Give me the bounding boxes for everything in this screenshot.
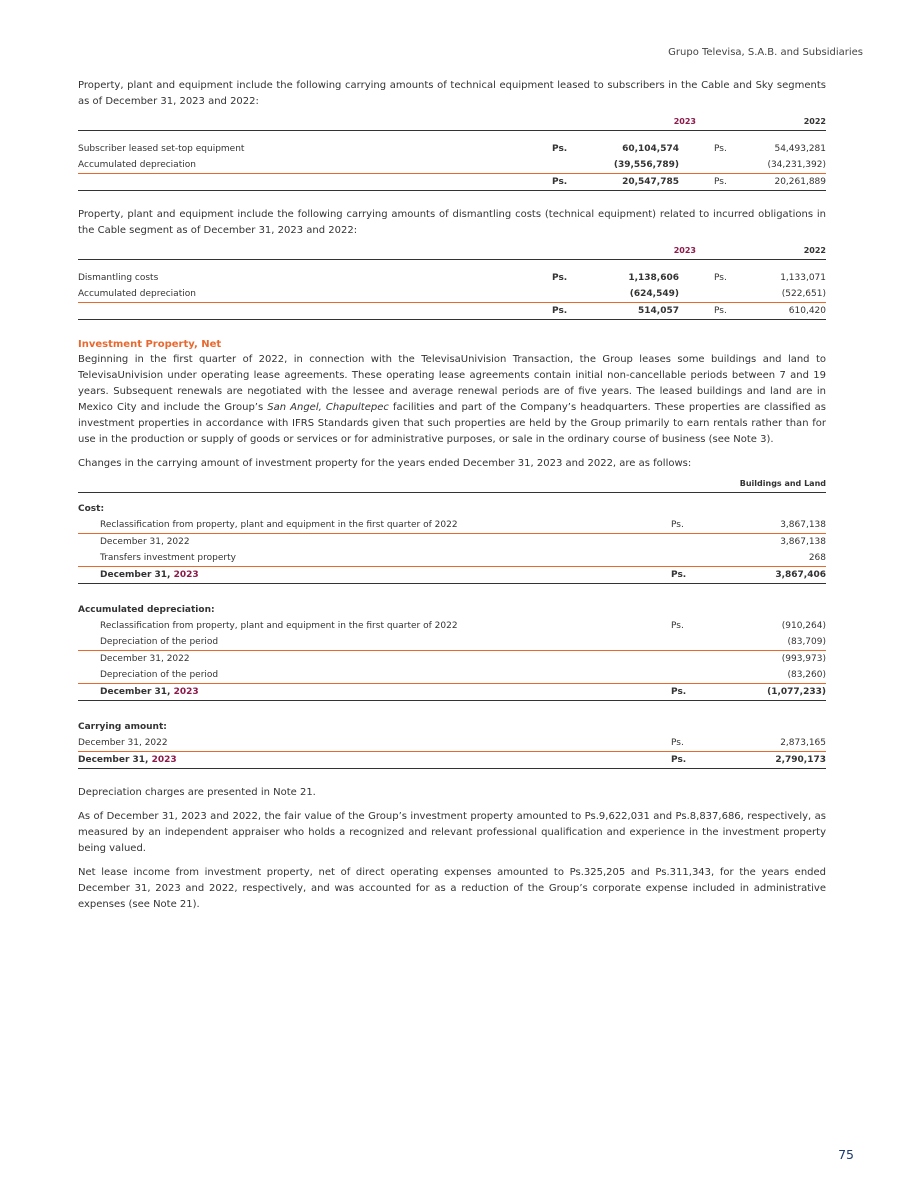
row-value: 2,790,173 <box>775 755 826 765</box>
total-label-prefix: December 31, <box>100 687 174 697</box>
table-row <box>78 534 826 550</box>
investment-paragraph <box>78 352 826 448</box>
table-total-row <box>78 174 826 191</box>
investment-paragraph-italic: San Angel, Chapultepec <box>267 402 389 413</box>
value-2023: (39,556,789) <box>613 160 679 170</box>
row-label: Depreciation of the period <box>100 670 219 680</box>
table-investment-property <box>78 474 826 769</box>
row-value: 2,873,165 <box>780 738 826 748</box>
intro-leased-equipment: Property, plant and equipment include the following carrying amounts of technical equipment leased to subscribers in the Cable and Sky segments as of December 31, 2023 and 2022: <box>78 80 826 107</box>
table-row <box>78 157 826 174</box>
table-total-row <box>78 567 826 584</box>
total-label-prefix: December 31, <box>100 570 174 580</box>
document-body <box>78 78 826 913</box>
row-label: December 31, 2022 <box>100 537 190 547</box>
table-row <box>78 651 826 667</box>
currency: Ps. <box>671 738 684 748</box>
row-value: 268 <box>808 553 826 563</box>
total-year: 2023 <box>151 755 177 765</box>
table-total-row <box>78 303 826 320</box>
total-label-prefix: December 31, <box>78 755 152 765</box>
table-dismantling-costs <box>78 241 826 320</box>
currency: Ps. <box>552 306 568 316</box>
column-header-2023: 2023 <box>673 116 696 126</box>
row-value: (83,709) <box>787 637 826 647</box>
value-2023: 60,104,574 <box>622 144 679 154</box>
value-2022: 20,261,889 <box>774 177 826 187</box>
row-label: December 31, 2022 <box>78 738 168 748</box>
table-row <box>78 270 826 286</box>
investment-paragraph-part-b: facilities and part of the Company’s headquarters. These properties are classified as investment properties in accordance with IFRS Standards given that such properties are held by the Group primarily to earn rentals rather than for use in the production or supply of goods or services or for administrative purposes, or sale in the ordinary course of business (see Note 3). <box>78 402 826 445</box>
table-header <box>78 112 826 131</box>
row-value: 3,867,138 <box>780 537 826 547</box>
currency: Ps. <box>671 570 687 580</box>
table-row <box>78 667 826 684</box>
table-header <box>78 241 826 260</box>
value-2023: (624,549) <box>629 289 679 299</box>
row-label: Dismantling costs <box>78 273 159 283</box>
total-year: 2023 <box>173 570 199 580</box>
note-net-lease: Net lease income from investment property, net of direct operating expenses amounted to Ps.325,205 and Ps.311,343, for the years ended December 31, 2023 and 2022, respectively, and was accounted for as a reduction of the Group’s corporate expense included in administrative expenses (see Note 21). <box>78 867 826 910</box>
value-2022: (522,651) <box>781 289 826 299</box>
total-year: 2023 <box>173 687 199 697</box>
row-label <box>78 687 671 697</box>
table-leased-equipment <box>78 112 826 191</box>
table-row <box>78 286 826 303</box>
table-row <box>78 141 826 157</box>
currency: Ps. <box>714 273 727 283</box>
currency: Ps. <box>714 144 727 154</box>
row-value: (83,260) <box>787 670 826 680</box>
column-header-buildings-land: Buildings and Land <box>739 478 826 488</box>
column-header-2022: 2022 <box>803 245 826 255</box>
currency: Ps. <box>671 687 687 697</box>
value-2023: 20,547,785 <box>622 177 679 187</box>
row-label: Transfers investment property <box>100 553 236 563</box>
row-label: Reclassification from property, plant and equipment in the first quarter of 2022 <box>100 520 458 530</box>
changes-intro: Changes in the carrying amount of investment property for the years ended December 31, 2023 and 2022, are as follows: <box>78 458 692 469</box>
table-row <box>78 735 826 752</box>
value-2022: 1,133,071 <box>780 273 826 283</box>
currency: Ps. <box>671 621 684 631</box>
row-label: December 31, 2022 <box>100 654 190 664</box>
table-total-row <box>78 752 826 769</box>
row-label: Depreciation of the period <box>100 637 219 647</box>
currency: Ps. <box>714 306 727 316</box>
investment-paragraph-part-a: Beginning in the first quarter of 2022, in connection with the TelevisaUnivision Transaction, the Group leases some buildings and land to TelevisaUnivision under operating lease agreements. These operating lease agreements contain initial non-cancellable periods between 7 and 19 years. Subsequent renewals are negotiated with the lessee and average renewal periods are of five years. The leased buildings and land are in Mexico City and include the Group’s <box>78 354 826 413</box>
note-fair-value: As of December 31, 2023 and 2022, the fair value of the Group’s investment property amounted to Ps.9,622,031 and Ps.8,837,686, respectively, as measured by an independent appraiser who holds a recognized and relevant professional qualification and experience in the investment property being valued. <box>78 811 826 854</box>
currency: Ps. <box>671 755 687 765</box>
note-depreciation: Depreciation charges are presented in Note 21. <box>78 787 316 798</box>
column-header-2022: 2022 <box>803 116 826 126</box>
currency: Ps. <box>671 520 684 530</box>
row-label: Accumulated depreciation <box>78 160 196 170</box>
table-row <box>78 618 826 634</box>
row-label <box>78 570 671 580</box>
row-label <box>78 755 671 765</box>
value-2023: 514,057 <box>638 306 679 316</box>
value-2022: 54,493,281 <box>774 144 826 154</box>
group-label-cost: Cost: <box>78 504 105 514</box>
row-value: (1,077,233) <box>767 687 826 697</box>
row-label: Subscriber leased set-top equipment <box>78 144 245 154</box>
table-row <box>78 517 826 534</box>
row-value: 3,867,138 <box>780 520 826 530</box>
page-number: 75 <box>838 1147 854 1162</box>
column-header-2023: 2023 <box>673 245 696 255</box>
value-2022: 610,420 <box>788 306 826 316</box>
row-value: (993,973) <box>781 654 826 664</box>
group-label-accumulated-depreciation: Accumulated depreciation: <box>78 605 215 615</box>
page-header-company: Grupo Televisa, S.A.B. and Subsidiaries <box>668 47 863 58</box>
row-value: (910,264) <box>781 621 826 631</box>
section-title-investment-property: Investment Property, Net <box>78 339 222 350</box>
currency: Ps. <box>714 177 727 187</box>
table-header <box>78 474 826 493</box>
group-label-carrying-amount: Carrying amount: <box>78 722 167 732</box>
intro-dismantling: Property, plant and equipment include the following carrying amounts of dismantling costs (technical equipment) related to incurred obligations in the Cable segment as of December 31, 2023 and 2022: <box>78 209 826 236</box>
row-label: Accumulated depreciation <box>78 289 196 299</box>
currency: Ps. <box>552 144 568 154</box>
row-value: 3,867,406 <box>775 570 826 580</box>
currency: Ps. <box>552 273 568 283</box>
table-total-row <box>78 684 826 701</box>
currency: Ps. <box>552 177 568 187</box>
value-2022: (34,231,392) <box>767 160 826 170</box>
table-row <box>78 634 826 651</box>
value-2023: 1,138,606 <box>628 273 679 283</box>
row-label: Reclassification from property, plant and equipment in the first quarter of 2022 <box>100 621 458 631</box>
table-row <box>78 550 826 567</box>
